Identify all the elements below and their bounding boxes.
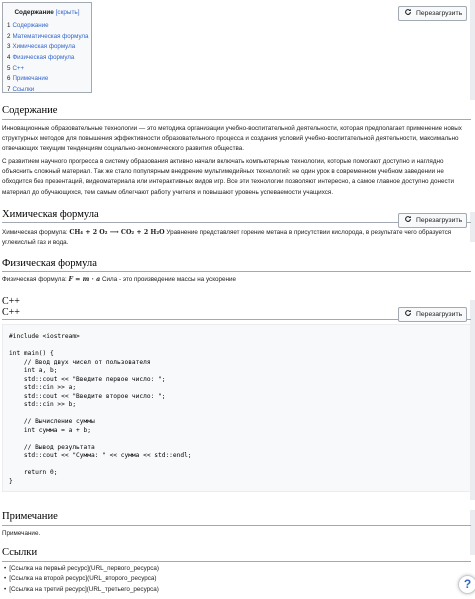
reload-icon [404,8,412,20]
toc-item[interactable]: 1 Содержание [7,22,49,30]
toc-item[interactable]: 3 Химическая формула [7,43,76,51]
toc-toggle-link[interactable]: [скрыть] [55,9,80,16]
list-item: • [Ссылка на третий ресурс](URL_третьего_ресурса) [4,585,159,595]
reload-button[interactable] [398,213,467,228]
code-text[interactable]: #include <iostream> int main() { // Ввод двух чисел от пользователя int a, b; std::cout << "Введите первое число: "; std::cin >> a; std::cout << "Введите второе число: "; std::cin >> b; // Вычисление суммы int сумма = a + b; // Вывод результата std::cout << "Сумма: " << сумма << std::endl; return 0; } [9,333,192,485]
toc-item[interactable]: 5 C++ [7,64,25,72]
reload-label: Перезагрузить [416,9,463,17]
reload-button[interactable] [398,6,467,21]
divider [2,271,471,272]
toc-link-chem[interactable]: Химическая формула [12,43,76,51]
paragraph: С развитием научного прогресса в систему образования активно начали включать компьютерные технологии, которые помогают доступно и наглядно объяснить сложный материал. Так же стало популярным внедрение мультимедийных технологий: не один урок в современном учебном заведении не обходится без презентаций, видеоматериала или интерактивных видов игр. Все эти технологии позволяют интересно, а самое главное доступно донести материал до обучающихся, тем самым облегчают работу учителя и повышают уровень успеваемости учащихся. [2,158,455,196]
code-block[interactable] [2,324,471,492]
list-item: • [Ссылка на второй ресурс](URL_второго_ресурса) [4,574,159,584]
scrollbar[interactable] [470,212,475,242]
section-heading-cpp: C++ [2,307,20,318]
toc-link-math[interactable]: Математическая формула [12,32,89,40]
section-heading-links: Ссылки [2,547,38,558]
toc-item[interactable]: 7 Ссылки [7,85,35,93]
list-item: • [Ссылка на первый ресурс](URL_первого_ресурса) [4,564,159,574]
reload-label: Перезагрузить [416,216,463,224]
section-heading-note: Примечание [2,511,58,522]
reload-button[interactable] [398,307,467,322]
toc-item[interactable]: 2 Математическая формула [7,32,89,40]
scrollbar[interactable] [470,0,475,100]
phys-paragraph: Физическая формула: F = m ⋅ a Сила - это произведение массы на ускорение [2,276,237,283]
toc-title: Содержание [14,9,54,16]
divider [2,561,471,562]
toc-header [7,8,87,17]
toc-link-links[interactable]: Ссылки [12,85,35,93]
note-text: Примечание. [2,530,41,537]
paragraph: Инновационные образовательные технологии — это методика организации учебно-воспитательной деятельности, которая предполагает применение новых структурных методов для повышения эффективности образовательного процесса и создания условий учебно-воспитательной деятельности, максимально отвечающих текущим тенденциям социально-экономического развития общества. [2,125,462,153]
section-heading-chem: Химическая формула [2,209,99,220]
divider [2,525,471,526]
section-heading-content: Содержание [2,105,58,116]
table-of-contents [2,2,92,93]
chem-paragraph: Химическая формула: CH₄ + 2 O₂ ⟶ CO₂ + 2 H₂O Уравнение представляет горение метана в присутствии кислорода, в результате чего образуется углекислый газ и вода. [2,229,452,247]
cpp-label: C++ [2,296,20,307]
divider [2,119,471,120]
phys-formula: F = m ⋅ a [68,276,101,283]
toc-item[interactable]: 4 Физическая формула [7,54,75,62]
help-button[interactable]: ? [458,575,475,594]
reload-icon [404,215,412,227]
toc-link-cpp[interactable]: C++ [12,64,25,72]
toc-item[interactable]: 6 Примечание [7,75,49,83]
toc-link-note[interactable]: Примечание [12,75,49,83]
links-list [4,564,159,595]
scrollbar[interactable] [470,510,475,555]
toc-link-phys[interactable]: Физическая формула [12,54,75,62]
section-heading-phys: Физическая формула [2,258,97,269]
reload-icon [404,309,412,321]
toc-link-content[interactable]: Содержание [12,22,49,30]
chem-formula: CH₄ + 2 O₂ ⟶ CO₂ + 2 H₂O [69,229,165,236]
reload-label: Перезагрузить [416,310,463,318]
